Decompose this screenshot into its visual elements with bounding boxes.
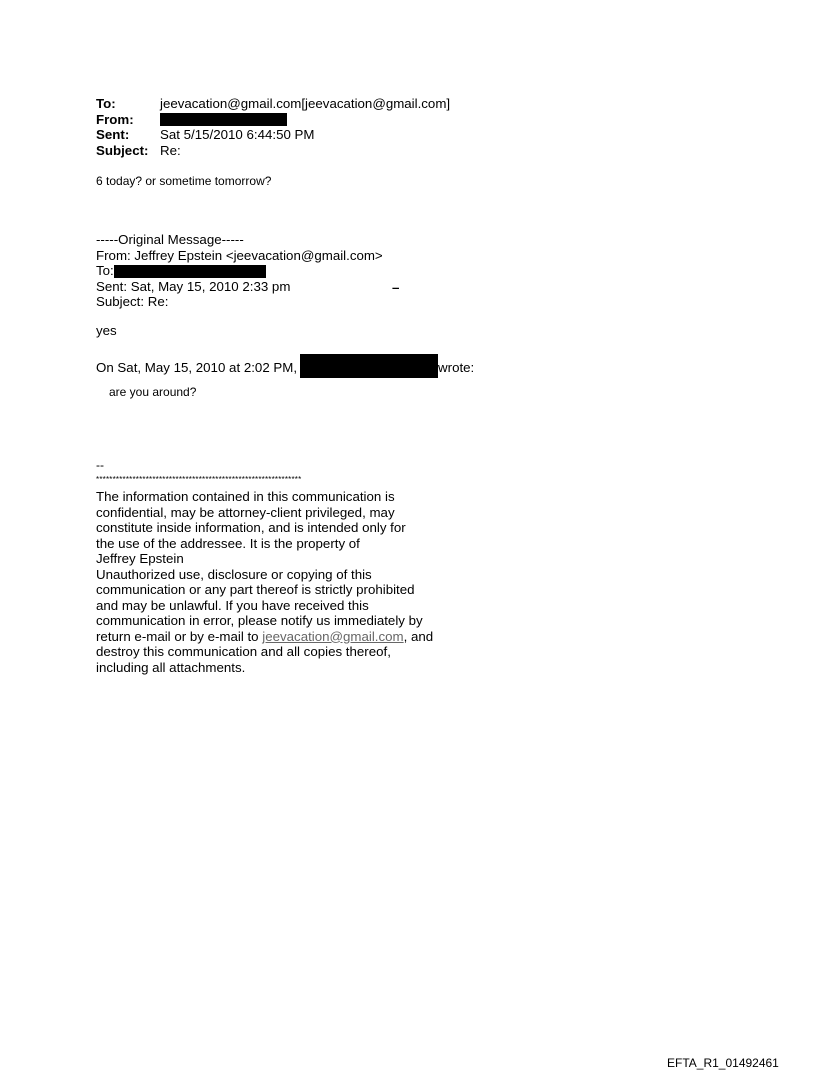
original-to-label: To: [96,263,114,278]
disclaimer-line [96,629,433,645]
disclaimer-line: confidential, may be attorney-client privileged, may [96,504,395,520]
to-label: To: [96,96,116,111]
quoted-text: are you around? [109,385,197,399]
from-label: From: [96,111,134,127]
redaction-box [160,113,287,126]
disclaimer-text: return e-mail or by e-mail to [96,628,263,644]
dash-mark: – [392,279,400,295]
original-to-row [96,263,383,279]
subject-value: Re: [160,142,181,158]
reply-text: yes [96,323,117,338]
original-from: From: Jeffrey Epstein <jeevacation@gmail.com> [96,247,383,263]
subject-label: Subject: [96,142,149,158]
disclaimer-line: constitute inside information, and is intended only for [96,520,406,535]
disclaimer-line: including all attachments. [96,659,246,675]
disclaimer-line: destroy this communication and all copies thereof, [96,644,391,659]
body-line: 6 today? or sometime tomorrow? [96,174,272,188]
disclaimer-line: Jeffrey Epstein [96,551,184,566]
to-value: jeevacation@gmail.com[jeevacation@gmail.com] [160,96,451,111]
original-sent-text: Sent: Sat, May 15, 2010 2:33 pm [96,278,291,294]
quote-intro: On Sat, May 15, 2010 at 2:02 PM, [96,360,298,375]
original-sent [96,278,400,295]
stars-divider: ************************************************************** [96,475,302,484]
disclaimer-line: Unauthorized use, disclosure or copying of this [96,566,372,582]
quote-intro-line [96,354,474,378]
signature-dash: -- [96,458,104,472]
disclaimer-line: communication in error, please notify us immediately by [96,613,423,628]
disclaimer-line: The information contained in this communication is [96,489,395,504]
redaction-box [114,265,266,278]
disclaimer-line: communication or any part thereof is strictly prohibited [96,582,415,597]
document-id: EFTA_R1_01492461 [667,1056,779,1070]
disclaimer-line: the use of the addressee. It is the property of [96,535,360,551]
original-title: -----Original Message----- [96,232,244,247]
disclaimer [96,489,433,675]
from-redaction-wrap [160,112,287,128]
original-subject: Subject: Re: [96,294,169,309]
sent-value: Sat 5/15/2010 6:44:50 PM [160,127,315,142]
quote-wrote: wrote: [438,360,475,375]
disclaimer-line: and may be unlawful. If you have received this [96,597,369,613]
original-message [96,232,400,310]
disclaimer-text: , and [403,628,434,644]
redaction-box [300,354,438,378]
sent-label: Sent: [96,127,130,142]
email-link[interactable]: jeevacation@gmail.com [262,628,404,644]
